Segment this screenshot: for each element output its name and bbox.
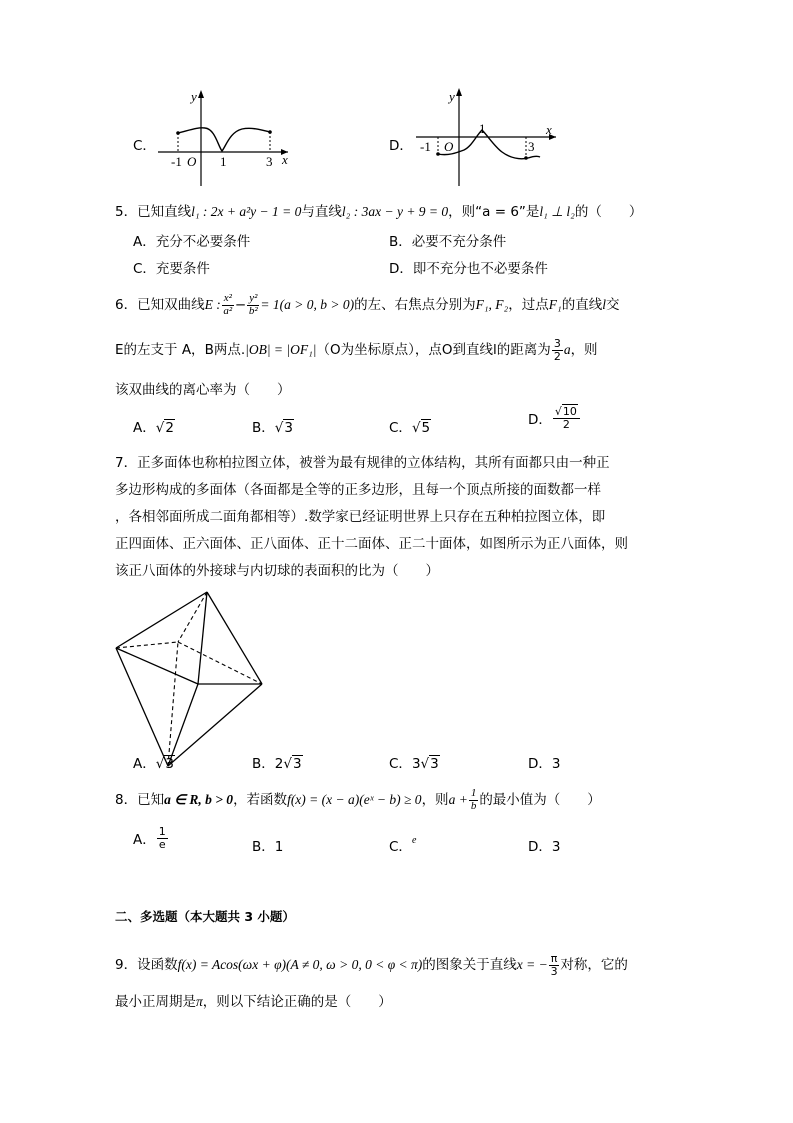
q7-option-b[interactable]: B．2√3: [252, 756, 302, 772]
origin-label: O: [444, 139, 454, 154]
q5-line2: l₂ : 3ax − y + 9 = 0: [341, 204, 449, 219]
q7-option-a[interactable]: A．√3: [133, 756, 174, 772]
curve-c: [178, 128, 270, 151]
origin-label: O: [187, 154, 197, 169]
q8-option-b[interactable]: B．1: [252, 839, 284, 855]
q7-stem: 7．正多面体也称柏拉图立体，被誉为最有规律的立体结构，其所有面都只由一种正 多边形构成的多面体（各面都是全等的正多边形，且每一个顶点所接的面数都一样 ，各相邻面所成二面角都相等）.数学家已经证明世界上只存在五种柏拉图立体，即 正四面体、正六面体、正八面体、正十二面体、正二十面体，如图所示为正八面体，则 该正八面体的外接球与内切球的表面积的比为（ ）: [115, 455, 628, 579]
y-label: y: [191, 89, 197, 104]
graph-d: [408, 86, 558, 190]
edge-top-left: [116, 592, 207, 648]
y-axis-arrow: [198, 90, 204, 98]
q8-stem: 8．已知a ∈ R, b > 0，若函数f(x) = (x − a)(eˣ − b) ≥ 0，则a + $\frac{1}{b}$ 的最小值为（ ）: [115, 786, 601, 812]
q8-option-c[interactable]: C．$^e$: [389, 835, 417, 855]
q6-option-a[interactable]: A．√2: [133, 420, 174, 436]
section-title: 二、多选题（本大题共 3 小题）: [115, 909, 295, 924]
endpoint-right: [268, 130, 272, 134]
edge-left-front: [116, 648, 198, 684]
q8-option-a[interactable]: A． $\frac{1}{e}$: [133, 825, 166, 851]
q5-option-b[interactable]: B．必要不充分条件: [389, 234, 507, 250]
q6-option-c[interactable]: C．√5: [389, 420, 431, 436]
q5-option-d[interactable]: D．即不充分也不必要条件: [389, 261, 548, 277]
tick-neg1: -1: [171, 154, 182, 169]
q6-option-d[interactable]: D． $\frac{√10}{2}$: [528, 406, 581, 430]
q6-stem-line2: E的左支于 A，B两点.|OB| = |OF₁|（O为坐标原点），点O到直线l的距离为 $\frac{3}{2}$ a，则: [115, 336, 598, 363]
tick-1: 1: [220, 154, 227, 169]
endpoint-right: [524, 156, 528, 160]
edge-bottom-right: [168, 684, 262, 766]
x-label: x: [282, 152, 288, 167]
y-label: y: [449, 89, 455, 104]
octahedron-figure: [110, 588, 270, 770]
edge-bottom-back: [168, 642, 178, 766]
y-axis-arrow: [456, 88, 462, 96]
q5-stem: 5．已知直线l₁ : 2x + a²y − 1 = 0与直线l₂ : 3ax − y + 9 = 0，则“a = 6”是l₁ ⊥ l₂的（ ）: [115, 204, 643, 220]
tick-3: 3: [266, 154, 273, 169]
endpoint-left: [176, 131, 180, 135]
q8-option-d[interactable]: D．3: [528, 839, 561, 855]
tick-1: 1: [479, 121, 486, 136]
endpoint-left: [436, 152, 440, 156]
q5-option-c[interactable]: C．充要条件: [133, 261, 210, 277]
q6-stem-line3: 该双曲线的离心率为（ ）: [115, 382, 291, 398]
q5-perp: l₁ ⊥ l₂: [539, 204, 575, 219]
option-c-label: C．: [133, 138, 156, 154]
x-label: x: [546, 122, 552, 137]
q7-option-d[interactable]: D．3: [528, 756, 561, 772]
q5-line1: l₁ : 2x + a²y − 1 = 0: [191, 204, 302, 219]
graph-c: [150, 88, 290, 188]
q6-option-b[interactable]: B．√3: [252, 420, 293, 436]
tick-neg1: -1: [420, 139, 431, 154]
q6-stem-line1: 6．已知双曲线E : $\frac{\text{x²}}{\text{a²}}$ − $\frac{\text{y²}}{\text{b²}}$ = 1(a > 0, b > 0)的左、右焦点分别为F₁, F₂，过点F₁的直线l交: [115, 291, 620, 317]
edge-bottom-left: [116, 648, 168, 766]
option-d-label: D．: [389, 138, 413, 154]
q5-option-a[interactable]: A．充分不必要条件: [133, 234, 251, 250]
tick-3: 3: [528, 139, 535, 154]
q9-stem-line1: 9．设函数f(x) = Acos(ωx + φ)(A ≠ 0, ω > 0, 0 < φ < π)的图象关于直线x = − $\frac{\pi}{3}$ 对称，它的: [115, 951, 628, 978]
q9-stem-line2: 最小正周期是π，则以下结论正确的是（ ）: [115, 994, 392, 1010]
q7-option-c[interactable]: C．3√3: [389, 756, 439, 772]
